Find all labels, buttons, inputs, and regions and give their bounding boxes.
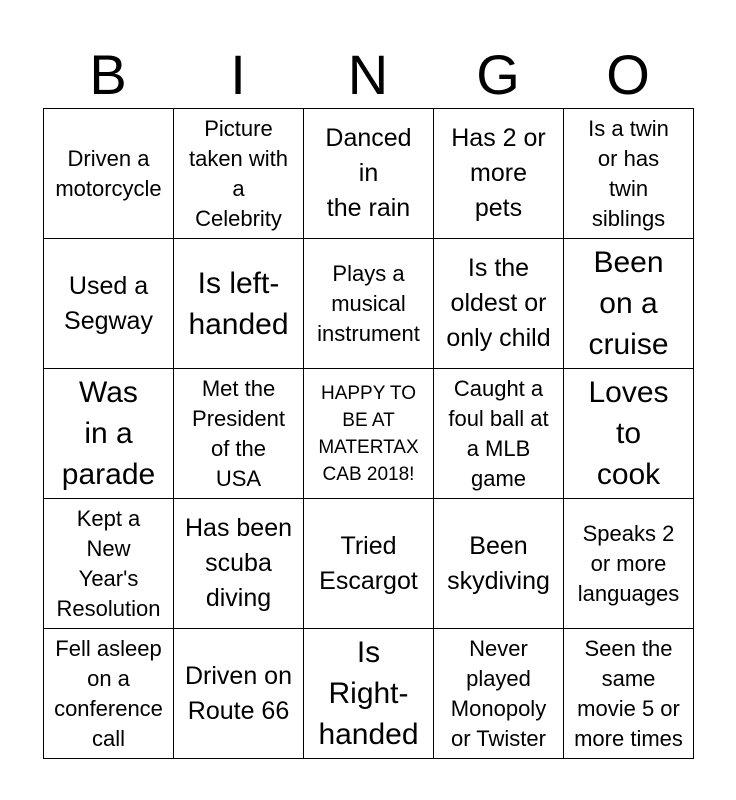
cell-text-line: Seen the <box>584 635 673 661</box>
header-letter-n: N <box>347 43 389 106</box>
bingo-cell[interactable] <box>174 629 304 759</box>
cell-text-line: Segway <box>64 306 153 335</box>
cell-text-line: Loves <box>588 376 669 409</box>
cell-text-line: Right- <box>328 677 409 710</box>
cell-text-line: President <box>192 405 285 431</box>
grid-row <box>44 109 694 239</box>
cell-text-line: scuba <box>205 549 272 577</box>
bingo-cell[interactable] <box>434 109 564 239</box>
bingo-cell[interactable] <box>44 109 174 239</box>
cell-text-line: Year's <box>78 565 139 591</box>
cell-text-line: Danced <box>325 124 412 152</box>
bingo-cell[interactable] <box>174 109 304 239</box>
cell-text-line: the rain <box>326 194 411 222</box>
cell-text-line: conference <box>54 695 163 721</box>
cell-text-line: Escargot <box>319 566 418 595</box>
cell-text-line: Route 66 <box>187 696 290 725</box>
cell-text-line: Driven on <box>185 661 292 690</box>
header-letter-i: I <box>230 43 246 106</box>
cell-text-line: MATERTAX <box>318 436 419 458</box>
cell-text-line: Driven a <box>67 145 150 171</box>
cell-text-line: call <box>91 725 125 751</box>
cell-text-line: played <box>466 665 531 691</box>
cell-text-line: Is <box>356 636 381 669</box>
cell-text-line: Been <box>469 531 528 560</box>
cell-text-line: pets <box>474 194 523 222</box>
bingo-cell[interactable] <box>304 499 434 629</box>
cell-text-line: instrument <box>317 320 420 346</box>
cell-text-line: same <box>601 665 656 691</box>
bingo-cell[interactable] <box>304 109 434 239</box>
bingo-cell[interactable] <box>174 239 304 369</box>
cell-text-line: or more <box>590 550 667 576</box>
cell-text-line: Resolution <box>56 595 161 621</box>
cell-text-line: in a <box>84 417 133 450</box>
cell-text-line: BE AT <box>342 409 395 431</box>
free-space-cell[interactable] <box>304 369 434 499</box>
cell-text-line: parade <box>61 458 156 491</box>
bingo-cell[interactable] <box>564 109 694 239</box>
cell-text-line: Plays a <box>332 260 405 286</box>
cell-text-line: foul ball at <box>448 405 549 431</box>
grid-row <box>44 369 694 499</box>
cell-text-line: a MLB <box>466 435 531 461</box>
bingo-cell[interactable] <box>434 239 564 369</box>
cell-text-line: musical <box>331 290 406 316</box>
cell-text-line: Met the <box>201 375 276 401</box>
cell-text-line: cruise <box>588 328 669 361</box>
cell-text-line: New <box>86 535 131 561</box>
cell-text-line: diving <box>205 584 272 612</box>
cell-text-line: movie 5 or <box>577 695 680 721</box>
cell-text-line: Is a twin <box>588 115 669 141</box>
cell-text-line: of the <box>210 435 267 461</box>
bingo-cell[interactable] <box>564 369 694 499</box>
cell-text-line: Monopoly <box>450 695 547 721</box>
cell-text-line: Celebrity <box>195 205 282 231</box>
cell-text-line: on a <box>599 287 658 320</box>
bingo-cell[interactable] <box>434 369 564 499</box>
cell-text-line: Been <box>593 246 664 279</box>
bingo-cell[interactable] <box>44 629 174 759</box>
grid-row <box>44 239 694 369</box>
cell-text-line: handed <box>188 307 289 341</box>
cell-text-line: to <box>615 417 642 450</box>
cell-text-line: Tried <box>340 531 397 560</box>
cell-text-line: twin <box>608 175 649 201</box>
cell-text-line: cook <box>596 458 661 491</box>
cell-text-line: game <box>470 465 527 491</box>
cell-text-line: taken with <box>188 145 289 171</box>
cell-text-line: CAB 2018! <box>322 463 415 485</box>
cell-text-line: languages <box>577 580 680 606</box>
cell-text-line: handed <box>318 718 419 751</box>
cell-text-line: motorcycle <box>55 175 162 201</box>
cell-text-line: HAPPY TO <box>320 382 417 404</box>
bingo-cell[interactable] <box>174 369 304 499</box>
grid-row <box>44 629 694 759</box>
bingo-cell[interactable] <box>44 369 174 499</box>
bingo-cell[interactable] <box>304 629 434 759</box>
bingo-cell[interactable] <box>564 499 694 629</box>
cell-text-line: Was <box>79 376 138 409</box>
cell-text-line: skydiving <box>447 566 550 595</box>
cell-text-line: oldest or <box>450 289 547 317</box>
cell-text-line: Fell asleep <box>55 635 162 661</box>
bingo-grid <box>43 108 694 759</box>
cell-text-line: Speaks 2 <box>582 520 675 546</box>
bingo-cell[interactable] <box>434 499 564 629</box>
bingo-cell[interactable] <box>434 629 564 759</box>
cell-text-line: Used a <box>68 271 149 300</box>
cell-text-line: Has 2 or <box>451 124 546 152</box>
cell-text-line: more <box>470 159 527 187</box>
grid-row <box>44 499 694 629</box>
cell-text-line: Kept a <box>76 505 141 531</box>
cell-text-line: USA <box>215 465 262 491</box>
cell-text-line: on a <box>87 665 130 691</box>
cell-text-line: only child <box>446 324 551 352</box>
bingo-cell[interactable] <box>564 239 694 369</box>
bingo-cell[interactable] <box>44 239 174 369</box>
cell-text-line: Is left- <box>197 266 280 300</box>
cell-text-line: Never <box>469 635 528 661</box>
cell-text-line: or has <box>597 145 660 171</box>
header-letter-b: B <box>89 43 127 106</box>
cell-text-line: or Twister <box>451 725 546 751</box>
cell-text-line: a <box>232 175 245 201</box>
bingo-cell[interactable] <box>174 499 304 629</box>
header-letter-g: G <box>476 43 520 106</box>
bingo-cell[interactable] <box>304 239 434 369</box>
bingo-cell[interactable] <box>44 499 174 629</box>
cell-text-line: Has been <box>184 514 293 542</box>
cell-text-line: more times <box>574 725 683 751</box>
bingo-cell[interactable] <box>564 629 694 759</box>
header-letter-o: O <box>606 43 650 106</box>
cell-text-line: Is the <box>467 254 530 282</box>
cell-text-line: siblings <box>591 205 666 231</box>
cell-text-line: in <box>358 159 379 187</box>
cell-text-line: Picture <box>204 115 273 141</box>
cell-text-line: Caught a <box>453 375 544 401</box>
bingo-header <box>43 42 693 108</box>
